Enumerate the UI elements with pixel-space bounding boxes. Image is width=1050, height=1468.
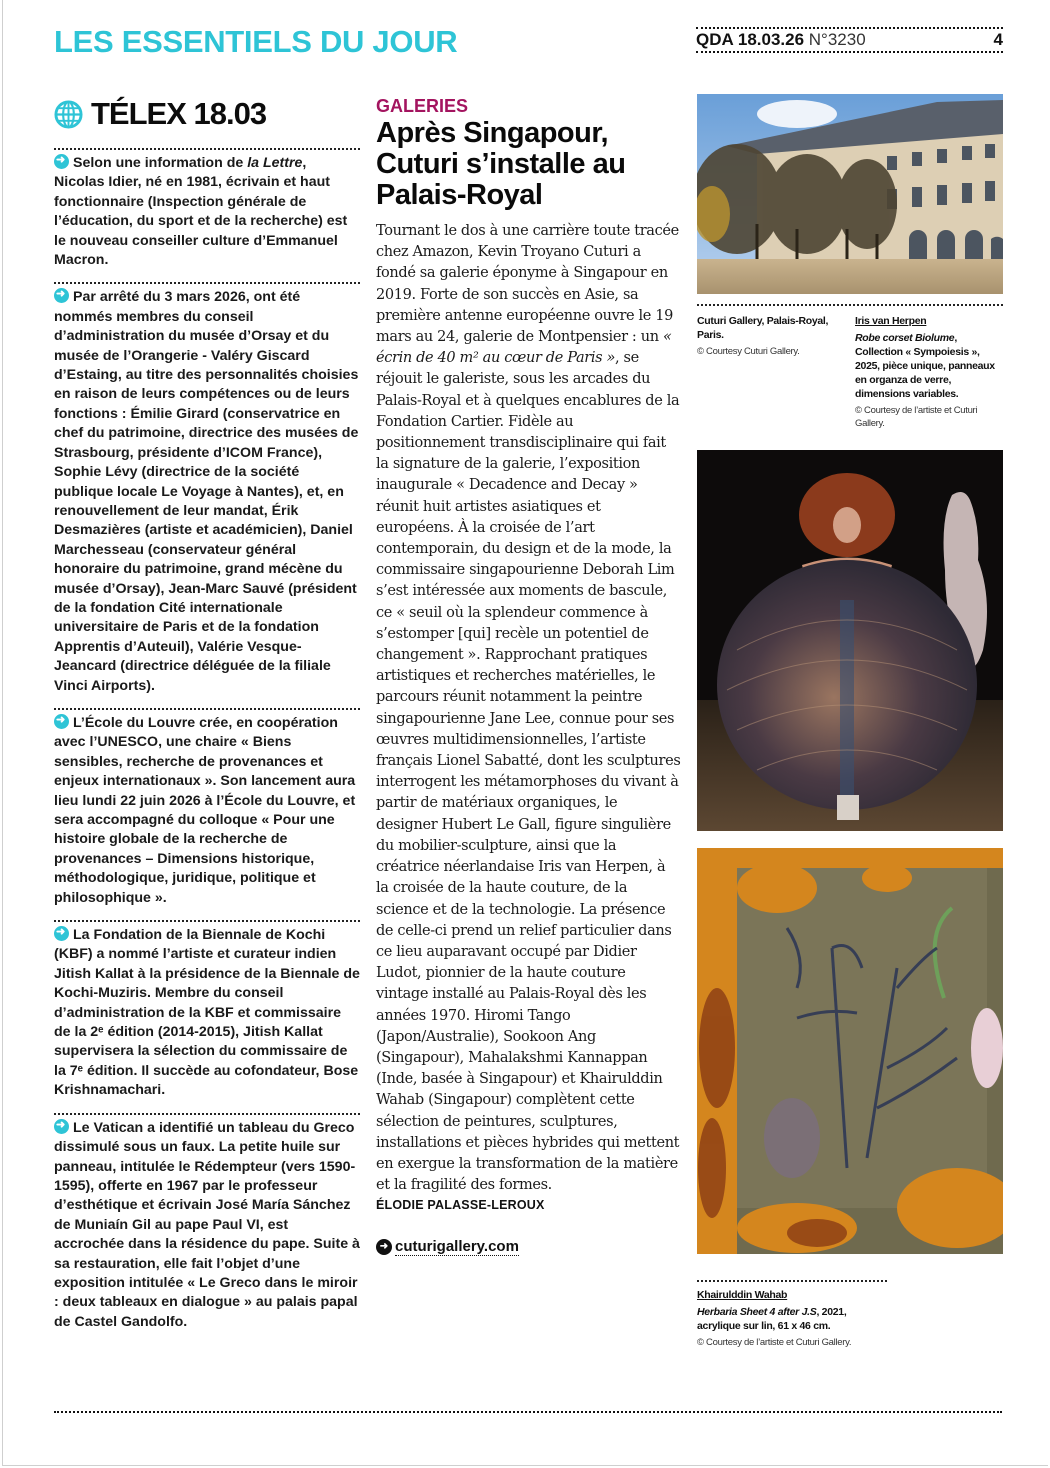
section-title: LES ESSENTIELS DU JOUR [54, 24, 458, 59]
caption-work [697, 1305, 887, 1333]
caption-credit: © Courtesy de l’artiste et Cuturi Gallery. [697, 1337, 852, 1348]
herbaria-painting-photo [697, 848, 1003, 1254]
arrow-circle-icon: ➜ [376, 1239, 392, 1255]
caption-work-details: , Collection « Sympoiesis », 2025, pièce unique, panneaux en organza de verre, dimensions variables. [855, 332, 995, 400]
caption-work-title: Robe corset Biolume [855, 332, 955, 344]
gallery-link[interactable] [376, 1238, 681, 1256]
telex-item [54, 920, 360, 1113]
caption-credit: © Courtesy Cuturi Gallery. [697, 346, 800, 357]
telex-item [54, 708, 360, 920]
caption-work [855, 331, 1003, 401]
arrow-circle-icon [54, 1119, 69, 1134]
gallery-url[interactable]: cuturigallery.com [395, 1238, 519, 1256]
arrow-circle-icon [54, 288, 69, 303]
arrow-circle-icon [54, 714, 69, 729]
telex-item-text: Par arrêté du 3 mars 2026, ont été nommés membres du conseil d’administration du musée d’Orsay et du musée de l’Orangerie - Valéry Giscard d’Estaing, au titre des personnalités choisies en raison de leurs compétences ou de leurs fonctions : Émilie Girard (conservatrice en chef du patrimoine, directrice des musées de Strasbourg, présidente d’ICOM France), Sophie Lévy (directrice de la société publique locale Le Voyage à Nantes), et, en renouvellement de leur mandat, Érik Desmazières (artiste et académicien), Daniel Marchesseau (conservateur général honoraire du patrimoine, grand mécène du musée d’Orsay), Jean-Marc Sauvé (président de la fondation Cité internationale universitaire de Paris et de la fondation Apprentis d’Auteuil), Valérie Vesque-Jeancard (directrice déléguée de la filiale Vinci Airports). [54, 289, 359, 694]
palais-royal-image [697, 94, 1003, 294]
telex-column [54, 94, 360, 1344]
telex-item [54, 1113, 360, 1344]
telex-item-text: Le Vatican a identifié un tableau du Greco dissimulé sous un faux. La petite huile sur panneau, intitulée le Rédempteur (vers 1590-1595), offerte en 1967 par le professeur d’esthétique et écrivain José María Sánchez de Muniaín Gil au pape Paul VI, est accrochée dans la résidence du pape. Suite à sa restauration, elle fait l’objet d’une exposition intitulée « Le Greco dans le miroir : deux tableaux en dialogue » au palais papal de Castel Gandolfo. [54, 1119, 360, 1330]
article-body [376, 221, 681, 1196]
caption-artist-name: Iris van Herpen [855, 315, 927, 327]
caption-work-title: Herbaria Sheet 4 after J.S [697, 1306, 817, 1318]
article-kicker: GALERIES [376, 96, 469, 116]
article-body-part: Tournant le dos à une carrière toute tracée chez Amazon, Kevin Troyano Cuturi a fondé sa galerie éponyme à Singapour en 2019. Forte de son succès en Asie, sa première antenne européenne ouvre le 19 mars au 24, galerie de Montpensier : un [376, 223, 679, 346]
article-headline: Après Singapour, Cuturi s’installe au Palais-Royal [376, 117, 626, 211]
telex-header [54, 94, 360, 134]
telex-item-italic: la Lettre [247, 155, 303, 171]
arrow-circle-icon [54, 154, 69, 169]
caption-title: Cuturi Gallery, Palais-Royal, Paris. [697, 315, 829, 341]
issue-number: N°3230 [808, 30, 866, 49]
telex-item-text: La Fondation de la Biennale de Kochi (KBF) a nommé l’artiste et curateur indien Jitish Kallat à la présidence de la Biennale de Kochi-Muziris. Membre du conseil d’administration de la KBF et commissaire de la 2ᵉ édition (2014-2015), Jitish Kallat supervisera la sélection du commissaire de la 7ᵉ édition. Il succède au cofondateur, Bose Krishnamachari. [54, 927, 360, 1099]
arrow-circle-icon [54, 926, 69, 941]
telex-item-text: L’École du Louvre crée, en coopération avec l’UNESCO, une chaire « Biens sensibles, recherche de provenances et enjeux internationaux ». Son lancement aura lieu lundi 22 juin 2026 à l’École du Louvre, et sera accompagné du colloque « Pour une histoire globale de la recherche de provenances – Dimensions historique, méthodologique, juridique, politique et philosophique ». [54, 714, 356, 906]
article-byline: ÉLODIE PALASSE-LEROUX [376, 1198, 545, 1213]
telex-title: TÉLEX 18.03 [91, 96, 267, 131]
article [376, 96, 681, 1256]
palais-royal-caption [697, 314, 855, 430]
telex-item [54, 148, 360, 282]
telex-item-lead: Selon une information de [73, 155, 248, 171]
telex-item [54, 282, 360, 708]
telex-item-text: , Nicolas Idier, né en 1981, écrivain et haut fonctionnaire (Inspection générale de l’éducation, du sport et de la recherche) est le nouveau conseiller culture d’Emmanuel Macron. [54, 155, 348, 269]
iris-van-herpen-caption [855, 314, 1003, 430]
footer-divider [54, 1411, 1002, 1413]
runway-image [697, 450, 1003, 831]
caption-work-details: , 2021, acrylique sur lin, 61 x 46 cm. [697, 1306, 847, 1332]
runway-photo [697, 450, 1003, 831]
article-quote: « écrin de 40 m² au cœur de Paris » [376, 329, 672, 367]
palais-royal-photo [697, 94, 1003, 294]
issue-date: QDA 18.03.26 [696, 30, 805, 49]
globe-icon [54, 100, 83, 129]
article-body-part: , se réjouit le galeriste, sous les arcades du Palais-Royal et à quelques encablures de la Fondation Cartier. Fidèle au positionnement transdisciplinaire qui fait la signature de la galerie, l’exposition inaugurale « Decadence and Decay » réunit huit artistes asiatiques et européens. À la croisée de l’art contemporain, du design et de la mode, la commissaire singapourienne Deborah Lim s’est intéressée aux moments de bascule, ce « seuil où la splendeur commence à s’estomper [qui] recèle un potentiel de changement ». Rapprochant pratiques artistiques et recherches matérielles, le parcours réunit notamment la peintre singapourienne Jane Lee, connue pour ses œuvres multidimensionnelles, l’artiste français Lionel Sabatté, dont les sculptures interrogent les métamorphoses du vivant à partir de matériaux organiques, le designer Hubert Le Gall, figure singulière du mobilier-sculpture, ainsi que la créatrice néerlandaise Iris van Herpen, à la croisée de la haute couture, de la science et de la technologie. La présence de celle-ci prend un relief particulier dans ce lieu auparavant occupé par Didier Ludot, pionnier de la haute couture vintage installé au Palais-Royal dès les années 1970. Hiromi Tango (Japon/Australie), Sookoon Ang (Singapour), Mahalakshmi Kannappan (Inde, basée à Singapour) et Khairulddin Wahab (Singapour) complètent cette sélection de peintures, sculptures, installations et pièces hybrides qui mettent en exergue la transformation de la matière et la fragilité des formes. [376, 350, 681, 1194]
caption-artist-name: Khairulddin Wahab [697, 1289, 788, 1301]
photo-captions-row [697, 304, 1003, 430]
page-number: 4 [993, 30, 1003, 49]
herbaria-painting-image [697, 848, 1003, 1254]
herbaria-caption [697, 1280, 887, 1350]
caption-credit: © Courtesy de l’artiste et Cuturi Gallery. [855, 405, 978, 429]
issue-bar [696, 27, 1003, 53]
herbaria-caption-text [697, 1288, 887, 1350]
